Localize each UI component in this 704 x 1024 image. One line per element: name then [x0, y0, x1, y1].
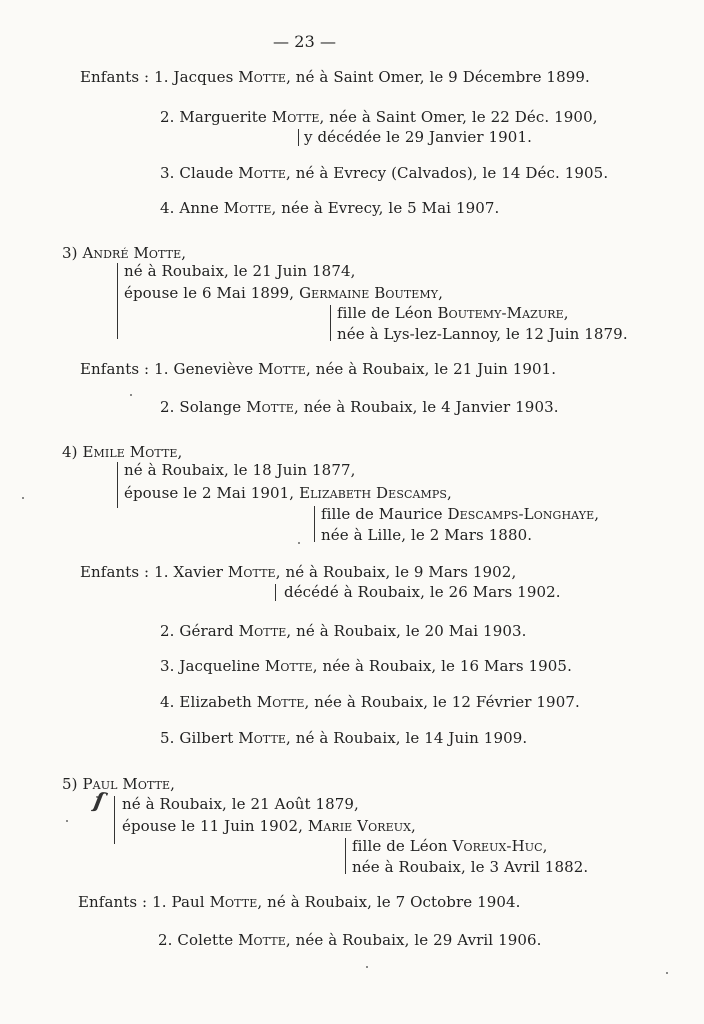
spouse-parent-line	[321, 505, 599, 523]
child-surname: Motte	[238, 729, 287, 747]
child-entry	[160, 729, 527, 747]
child-details: , née à Evrecy, le 5 Mai 1907.	[271, 199, 500, 217]
spouse-name: Elizabeth Descamps,	[299, 484, 452, 502]
child-entry	[80, 68, 590, 86]
child-surname: Motte	[256, 693, 305, 711]
child-first-name: Marguerite	[179, 108, 267, 126]
child-first-name: Claude	[179, 164, 234, 182]
child-details: , né à Roubaix, le 20 Mai 1903.	[286, 622, 527, 640]
child-surname: Motte	[223, 199, 272, 217]
handwritten-mark: ſ	[91, 787, 106, 815]
birth-line: né à Roubaix, le 21 Juin 1874,	[124, 262, 356, 280]
bracket-line	[275, 584, 276, 601]
child-details: , née à Roubaix, le 4 Janvier 1903.	[293, 398, 559, 416]
child-surname: Motte	[238, 164, 287, 182]
child-number: 1.	[154, 360, 169, 378]
enfants-label: Enfants :	[78, 893, 148, 911]
child-number: 1.	[152, 893, 167, 911]
child-entry	[80, 563, 516, 581]
child-details: , née à Roubaix, le 16 Mars 1905.	[312, 657, 572, 675]
child-first-name: Colette	[177, 931, 234, 949]
child-first-name: Geneviève	[173, 360, 254, 378]
scan-speck	[366, 966, 368, 968]
child-surname: Motte	[258, 360, 306, 378]
child-number: 3.	[160, 164, 175, 182]
child-details: , née à Roubaix, le 29 Avril 1906.	[285, 931, 542, 949]
scan-speck	[130, 394, 132, 396]
birth-line: né à Roubaix, le 18 Juin 1877,	[124, 461, 356, 479]
child-entry	[158, 931, 542, 949]
spouse-parent-name: Boutemy-Mazure,	[437, 304, 569, 322]
child-first-name: Jacques	[173, 68, 234, 86]
spouse-birth-line: née à Roubaix, le 3 Avril 1882.	[352, 858, 589, 876]
marriage-date: épouse le 6 Mai 1899,	[124, 284, 295, 302]
child-number: 3.	[160, 657, 175, 675]
child-entry	[78, 893, 521, 911]
child-details: , né à Roubaix, le 14 Juin 1909.	[286, 729, 528, 747]
scan-speck	[22, 497, 24, 499]
enfants-label: Enfants :	[80, 563, 150, 581]
bracket-line	[117, 462, 118, 508]
bracket-line	[330, 305, 331, 341]
enfants-label: Enfants :	[80, 68, 150, 86]
heading-number: 3)	[62, 244, 78, 262]
child-surname: Motte	[209, 893, 258, 911]
bracket-line	[314, 506, 315, 542]
child-entry	[160, 164, 608, 182]
spouse-parent-prefix: fille de Léon	[337, 304, 433, 322]
scan-speck	[298, 542, 300, 544]
marriage-line	[122, 817, 416, 835]
enfants-label: Enfants :	[80, 360, 150, 378]
child-number: 2.	[160, 398, 175, 416]
child-entry	[160, 622, 527, 640]
bracket-line	[345, 838, 346, 874]
heading-name: André Motte,	[82, 244, 187, 262]
family-heading	[62, 443, 182, 461]
family-heading	[62, 244, 186, 262]
child-surname: Motte	[246, 398, 294, 416]
child-first-name: Gérard	[179, 622, 234, 640]
child-details: , né à Roubaix, le 9 Mars 1902,	[275, 563, 517, 581]
child-entry	[160, 199, 499, 217]
child-details: , né à Saint Omer, le 9 Décembre 1899.	[286, 68, 590, 86]
spouse-parent-line	[337, 304, 569, 322]
marriage-date: épouse le 2 Mai 1901,	[124, 484, 295, 502]
child-first-name: Anne	[179, 199, 219, 217]
family-heading	[62, 775, 175, 793]
spouse-parent-name: Voreux-Huc,	[452, 837, 548, 855]
child-number: 5.	[160, 729, 175, 747]
child-surname: Motte	[271, 108, 320, 126]
child-surname: Motte	[238, 68, 287, 86]
marriage-line	[124, 284, 443, 302]
child-surname: Motte	[264, 657, 313, 675]
child-first-name: Solange	[179, 398, 242, 416]
child-first-name: Jacqueline	[179, 657, 261, 675]
spouse-birth-line: née à Lys-lez-Lannoy, le 12 Juin 1879.	[337, 325, 628, 343]
heading-name: Emile Motte,	[82, 443, 183, 461]
heading-name: Paul Motte,	[82, 775, 176, 793]
child-number: 1.	[154, 563, 169, 581]
bracket-line	[114, 796, 115, 844]
child-number: 1.	[154, 68, 169, 86]
marriage-date: épouse le 11 Juin 1902,	[122, 817, 303, 835]
bracket-line	[298, 129, 299, 146]
child-entry	[160, 108, 598, 126]
child-number: 2.	[160, 622, 175, 640]
child-first-name: Gilbert	[179, 729, 234, 747]
marriage-line	[124, 484, 452, 502]
child-first-name: Xavier	[173, 563, 224, 581]
child-first-name: Paul	[171, 893, 205, 911]
child-details: , née à Roubaix, le 12 Février 1907.	[304, 693, 580, 711]
child-number: 2.	[158, 931, 173, 949]
child-surname: Motte	[227, 563, 276, 581]
child-number: 2.	[160, 108, 175, 126]
child-entry	[80, 360, 556, 378]
scan-speck	[666, 972, 668, 974]
child-death: y décédée le 29 Janvier 1901.	[304, 128, 532, 146]
child-details: , né à Roubaix, le 7 Octobre 1904.	[257, 893, 521, 911]
child-details: , né à Evrecy (Calvados), le 14 Déc. 1905.	[286, 164, 609, 182]
child-death: décédé à Roubaix, le 26 Mars 1902.	[284, 583, 561, 601]
spouse-parent-name: Descamps-Longhaye,	[447, 505, 600, 523]
child-surname: Motte	[238, 622, 287, 640]
child-surname: Motte	[238, 931, 286, 949]
scan-speck	[66, 820, 68, 822]
spouse-parent-prefix: fille de Maurice	[321, 505, 443, 523]
spouse-name: Germaine Boutemy,	[299, 284, 444, 302]
heading-number: 5)	[62, 775, 78, 793]
page-number: — 23 —	[273, 32, 337, 51]
spouse-parent-prefix: fille de Léon	[352, 837, 448, 855]
child-entry	[160, 693, 580, 711]
birth-line: né à Roubaix, le 21 Août 1879,	[122, 795, 359, 813]
spouse-name: Marie Voreux,	[307, 817, 416, 835]
heading-number: 4)	[62, 443, 78, 461]
bracket-line	[117, 263, 118, 339]
child-entry	[160, 657, 572, 675]
spouse-birth-line: née à Lille, le 2 Mars 1880.	[321, 526, 533, 544]
child-entry	[160, 398, 559, 416]
child-number: 4.	[160, 199, 175, 217]
child-first-name: Elizabeth	[179, 693, 252, 711]
spouse-parent-line	[352, 837, 548, 855]
child-details: , née à Saint Omer, le 22 Déc. 1900,	[319, 108, 598, 126]
child-number: 4.	[160, 693, 175, 711]
child-details: , née à Roubaix, le 21 Juin 1901.	[305, 360, 557, 378]
